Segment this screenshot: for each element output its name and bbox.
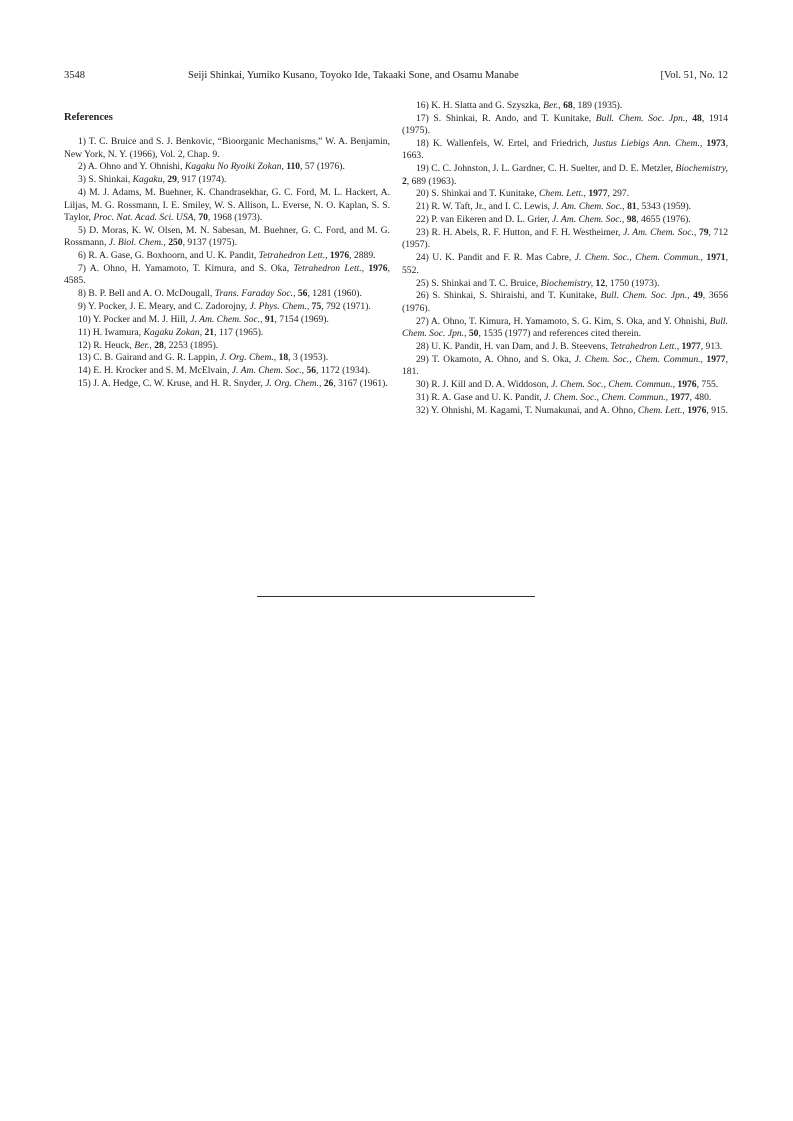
end-divider [257, 596, 535, 597]
reference-number: 20) [416, 188, 432, 200]
reference-item [64, 378, 390, 390]
reference-text: , 57 (1976). [300, 161, 345, 173]
reference-item [402, 201, 728, 213]
reference-text: J. A. Hedge, C. W. Kruse, and H. R. Snyder, [93, 378, 266, 390]
reference-number: 32) [416, 404, 431, 416]
reference-text: A. Ohno, H. Yamamoto, T. Kimura, and S. Oka, [89, 262, 294, 274]
reference-item [64, 301, 390, 313]
reference-item [402, 227, 728, 252]
reference-number: 25) [416, 277, 432, 289]
reference-text: S. Shinkai and T. Kunitake, [431, 188, 540, 200]
reference-item [64, 314, 390, 326]
reference-text: , 689 (1963). [406, 175, 457, 187]
volume-number: 1976 [684, 404, 707, 416]
volume-number: 98 [624, 214, 637, 226]
journal-name: J. Org. Chem., [265, 378, 322, 390]
reference-text: S. Shinkai and T. C. Bruice, [431, 277, 541, 289]
reference-number: 29) [416, 353, 433, 365]
reference-item [402, 188, 728, 200]
volume-number: 28 [151, 339, 164, 351]
journal-name: Kagaku No Ryoiki Zokan, [184, 161, 284, 173]
reference-text: R. A. Gase and U. K. Pandit, [431, 391, 545, 403]
reference-item [402, 163, 728, 188]
reference-item [402, 316, 728, 341]
reference-text: C. C. Johnston, J. L. Gardner, C. H. Suelter, and D. E. Metzler, [431, 163, 676, 175]
volume-number: 48 [687, 112, 702, 124]
reference-item [64, 161, 390, 173]
reference-item [402, 252, 728, 277]
journal-name: J. Chem. Soc., Chem. Commun., [574, 353, 703, 365]
journal-name: J. Biol. Chem., [108, 237, 166, 249]
volume-number: 29 [164, 174, 177, 186]
journal-name: Biochemistry, [675, 163, 729, 175]
journal-name: J. Org. Chem., [220, 352, 277, 364]
reference-item [64, 352, 390, 364]
reference-number: 28) [416, 340, 432, 352]
reference-item [402, 379, 728, 391]
reference-text: R. A. Gase, G. Boxhoorn, and U. K. Pandit, [88, 249, 259, 261]
volume-number: 18 [276, 352, 289, 364]
reference-text: U. K. Pandit, H. van Dam, and J. B. Steevens, [431, 340, 611, 352]
running-authors: Seiji Shinkai, Yumiko Kusano, Toyoko Ide, Takaaki Sone, and Osamu Manabe [188, 70, 519, 81]
reference-text: S. Shinkai, S. Shiraishi, and T. Kunitake, [432, 290, 601, 302]
reference-text: H. Iwamura, [92, 326, 144, 338]
reference-text: S. Shinkai, R. Ando, and T. Kunitake, [433, 112, 596, 124]
reference-number: 10) [78, 313, 93, 325]
reference-item [402, 278, 728, 290]
reference-number: 13) [78, 352, 94, 364]
references-heading: References [64, 112, 113, 123]
reference-text: , 189 (1935). [572, 100, 623, 111]
reference-text: U. K. Pandit and F. R. Mas Cabre, [432, 252, 575, 264]
reference-text: A. Ohno, T. Kimura, H. Yamamoto, S. G. Kim, S. Oka, and Y. Ohnishi, [430, 315, 710, 327]
volume-number: 1977 [702, 353, 726, 365]
reference-text: , 913. [700, 340, 723, 352]
volume-number: 91 [262, 313, 275, 325]
reference-text: Y. Pocker, J. E. Meary, and C. Zadorojny, [88, 300, 250, 312]
reference-number: 16) [416, 100, 432, 111]
reference-text: , 915. [706, 404, 728, 416]
reference-number: 3) [78, 174, 89, 186]
reference-text: K. Wallenfels, W. Ertel, and Friedrich, [432, 138, 593, 150]
reference-number: 6) [78, 249, 89, 261]
journal-name: J. Chem. Soc., Chem. Commun., [574, 252, 703, 264]
journal-name: Ber., [134, 339, 152, 351]
journal-name: J. Chem. Soc., Chem. Commun., [544, 391, 669, 403]
reference-number: 21) [416, 201, 432, 213]
journal-name: J. Am. Chem. Soc., [231, 365, 305, 377]
reference-number: 18) [416, 138, 433, 150]
volume-number: 56 [295, 288, 308, 300]
journal-name: Chem. Lett., [637, 404, 685, 416]
reference-number: 12) [78, 339, 94, 351]
journal-name: Ber., [543, 100, 561, 111]
reference-text: Y. Ohnishi, M. Kagami, T. Numakunai, and A. Ohno, [430, 404, 638, 416]
journal-name: J. Chem. Soc., Chem. Commun., [551, 378, 675, 390]
reference-text: D. Moras, K. W. Olsen, M. N. Sabesan, M. Buehner, G. C. Ford, and M. G. Rossmann, [64, 224, 391, 249]
journal-name: Chem. Lett., [539, 188, 586, 200]
journal-name: J. Am. Chem. Soc., [552, 201, 625, 213]
reference-number: 9) [78, 300, 89, 312]
reference-text: , 2889. [349, 249, 376, 261]
reference-number: 2) [78, 161, 88, 173]
journal-name: Biochemistry, [540, 277, 594, 289]
reference-text: , 4655 (1976). [636, 214, 691, 226]
volume-number: 1976 [675, 378, 697, 390]
reference-text: , 552. [402, 252, 728, 276]
reference-text: C. B. Gairand and G. R. Lappin, [93, 352, 221, 364]
reference-text: R. J. Kill and D. A. Widdoson, [431, 378, 552, 390]
volume-number: 2 [402, 175, 407, 187]
reference-text: , 1968 (1973). [207, 211, 263, 223]
volume-number: 81 [624, 201, 637, 213]
reference-text: E. H. Krocker and S. M. McElvain, [93, 365, 232, 377]
journal-name: Tetrahedron Lett., [258, 249, 328, 261]
volume-number: 12 [593, 277, 606, 289]
reference-text: , 755. [696, 378, 719, 390]
reference-number: 17) [416, 112, 434, 124]
volume-number: 1977 [585, 188, 608, 200]
reference-item [64, 365, 390, 377]
reference-list-right [402, 100, 728, 417]
reference-text: R. H. Abels, R. F. Hutton, and F. H. Westheimer, [431, 227, 624, 239]
reference-item [402, 138, 728, 163]
reference-text: , 1535 (1977) and references cited therein. [478, 327, 641, 339]
reference-text: A. Ohno and Y. Ohnishi, [87, 161, 185, 173]
reference-text: , 1750 (1973). [605, 277, 660, 289]
reference-number: 15) [78, 378, 94, 390]
reference-text: R. W. Taft, Jr., and I. C. Lewis, [431, 201, 553, 213]
journal-name: Justus Liebigs Ann. Chem., [592, 138, 703, 150]
reference-number: 8) [78, 288, 89, 300]
journal-name: Kagaku Zokan, [143, 326, 203, 338]
journal-name: Bull. Chem. Soc. Jpn., [595, 112, 688, 124]
volume-number: 250 [165, 237, 183, 249]
reference-item [64, 225, 390, 250]
reference-item [402, 392, 728, 404]
reference-text: S. Shinkai, [88, 174, 133, 186]
reference-text: , 297. [607, 188, 630, 200]
reference-text: , 4585. [64, 262, 390, 287]
journal-name: Bull. Chem. Soc. Jpn., [402, 315, 728, 339]
reference-text: , 917 (1974). [176, 174, 227, 186]
reference-item [64, 187, 390, 224]
reference-text: T. C. Bruice and S. J. Benkovic, “Bioorganic Mechanisms,” W. A. Benjamin, New York, N. Y. (1966), Vol. 2, Chap. 9. [64, 136, 390, 160]
reference-item [402, 405, 728, 417]
reference-item [402, 290, 728, 315]
journal-name: J. Am. Chem. Soc., [623, 227, 697, 239]
volume-number: 1971 [702, 252, 726, 264]
reference-text: , 5343 (1959). [636, 201, 692, 213]
reference-text: Y. Pocker and M. J. Hill, [92, 313, 191, 325]
running-header [64, 70, 728, 84]
reference-number: 23) [416, 227, 432, 239]
reference-text: , 712 (1957). [402, 227, 729, 251]
reference-item [64, 250, 390, 262]
reference-text: , 117 (1965). [214, 326, 264, 338]
reference-number: 11) [78, 326, 93, 338]
reference-number: 14) [78, 365, 94, 377]
reference-number: 27) [416, 315, 431, 327]
reference-item [64, 174, 390, 186]
journal-name: J. Phys. Chem., [249, 300, 310, 312]
reference-item [402, 100, 728, 112]
reference-text: , 480. [689, 391, 712, 403]
reference-list-left [64, 136, 390, 390]
volume-number: 1977 [679, 340, 701, 352]
journal-name: J. Am. Chem. Soc., [190, 313, 263, 325]
reference-text: , 9137 (1975). [182, 237, 237, 249]
volume-number: 1977 [668, 391, 690, 403]
volume-number: 79 [696, 227, 709, 239]
reference-text: , 2253 (1895). [163, 339, 219, 351]
reference-text: , 1663. [402, 138, 728, 162]
volume-number: 49 [689, 290, 703, 302]
journal-name: Bull. Chem. Soc. Jpn., [600, 290, 690, 302]
reference-item [64, 263, 390, 288]
reference-text: , 792 (1971). [321, 300, 371, 312]
volume-number: 1976 [327, 249, 350, 261]
volume-number: 70 [195, 211, 208, 223]
reference-item [64, 327, 390, 339]
journal-name: Proc. Nat. Acad. Sci. USA, [93, 211, 196, 223]
references-column-right [402, 100, 728, 418]
reference-text: B. P. Bell and A. O. McDougall, [88, 288, 215, 300]
reference-number: 19) [416, 163, 432, 175]
reference-text: , 3 (1953). [288, 352, 329, 364]
reference-text: , 3656 (1976). [402, 290, 729, 314]
reference-item [64, 288, 390, 300]
volume-number: 26 [321, 378, 334, 390]
journal-name: Tetrahedron Lett., [610, 340, 680, 352]
volume-info: [Vol. 51, No. 12 [660, 70, 728, 81]
reference-text: M. J. Adams, M. Buehner, K. Chandrasekhar, G. C. Ford, M. L. Hackert, A. Liljas, M. G. Rossmann, I. E. Smiley, W. S. Allison, L. Everse, N. O. Kaplan, S. S. Taylor, [64, 187, 390, 223]
reference-item [402, 354, 728, 379]
reference-text: K. H. Slatta and G. Szyszka, [431, 100, 544, 111]
reference-text: P. van Eikeren and D. L. Grier, [431, 214, 553, 226]
volume-number: 75 [309, 300, 322, 312]
reference-text: , 181. [402, 353, 729, 377]
reference-text: , 1281 (1960). [307, 288, 362, 300]
reference-number: 4) [78, 187, 90, 199]
volume-number: 1973 [702, 138, 726, 150]
reference-number: 31) [416, 391, 432, 403]
reference-text: , 7154 (1969). [274, 313, 329, 325]
reference-item [64, 340, 390, 352]
reference-item [402, 113, 728, 138]
reference-number: 5) [78, 224, 90, 236]
reference-item [402, 214, 728, 226]
reference-number: 24) [416, 252, 433, 264]
reference-text: R. Heuck, [93, 339, 135, 351]
journal-name: J. Am. Chem. Soc., [552, 214, 625, 226]
reference-text: , 1914 (1975). [402, 112, 729, 137]
reference-number: 22) [416, 214, 432, 226]
reference-text: , 3167 (1961). [333, 378, 388, 390]
volume-number: 56 [304, 365, 317, 377]
reference-item [64, 136, 390, 161]
journal-name: Trans. Faraday Soc., [214, 288, 296, 300]
reference-number: 1) [78, 136, 89, 148]
volume-number: 21 [202, 326, 215, 338]
reference-number: 26) [416, 290, 433, 302]
reference-text: , 1172 (1934). [316, 365, 371, 377]
reference-number: 7) [78, 262, 90, 274]
volume-number: 68 [560, 100, 573, 111]
volume-number: 50 [466, 327, 479, 339]
volume-number: 1976 [364, 262, 388, 274]
reference-item [402, 341, 728, 353]
page-number: 3548 [64, 70, 85, 81]
volume-number: 110 [283, 161, 301, 173]
references-column-left [64, 112, 390, 391]
journal-name: Tetrahedron Lett., [293, 262, 365, 274]
journal-name: Kagaku, [132, 174, 165, 186]
reference-text: T. Okamoto, A. Ohno, and S. Oka, [432, 353, 575, 365]
reference-number: 30) [416, 378, 432, 390]
